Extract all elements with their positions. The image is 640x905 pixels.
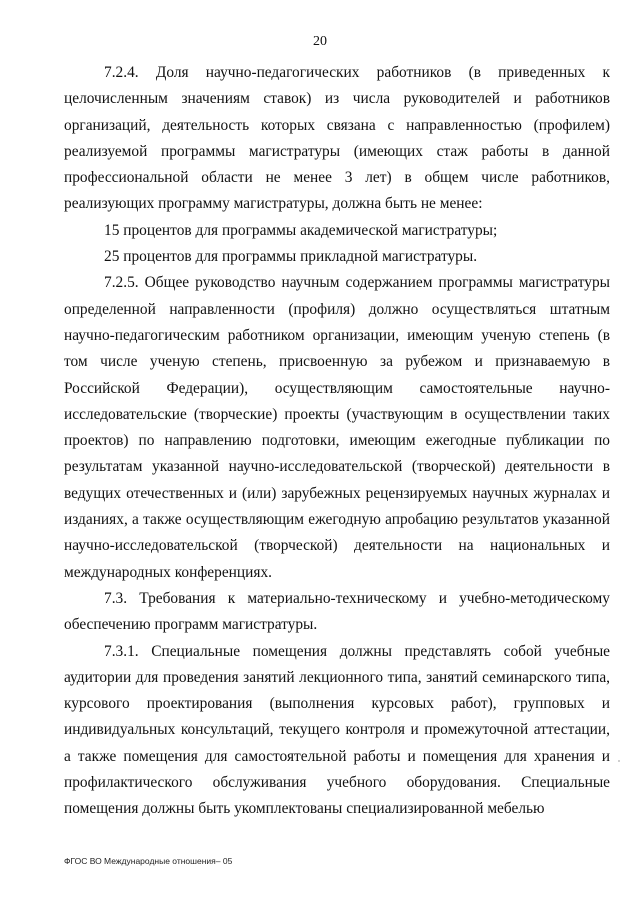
list-item-applied-magistracy: 25 процентов для программы прикладной магистратуры. [104, 248, 478, 266]
page-number: 20 [313, 34, 327, 49]
paragraph-7-3: 7.3. Требования к материально-техническому и учебно-методическому обеспечению программ магистратуры. [64, 589, 610, 634]
document-body [64, 60, 610, 823]
page-footer: ФГОС ВО Международные отношения– 05 [64, 856, 233, 866]
paragraph-7-3-1: 7.3.1. Специальные помещения должны представлять собой учебные аудитории для проведения занятий лекционного типа, занятий семинарского типа, курсового проектирования (выполнения курсовых работ), групповых и индивидуальных консультаций, текущего контроля и промежуточной аттестации, а также помещения для самостоятельной работы и помещения для хранения и профилактического обслуживания учебного оборудования. Специальные помещения должны быть укомплектованы специализированной мебелью [64, 642, 610, 818]
scan-artifact [618, 760, 620, 762]
paragraph-7-2-4: 7.2.4. Доля научно-педагогических работников (в приведенных к целочисленным значениям ставок) из числа руководителей и работников организаций, деятельность которых связана с направленностью (профилем) реализуемой программы магистратуры (имеющих стаж работы в данной профессиональной области не менее 3 лет) в общем числе работников, реализующих программу магистратуры, должна быть не менее: [64, 64, 610, 213]
list-item-academic-magistracy: 15 процентов для программы академической магистратуры; [104, 221, 498, 239]
paragraph-7-2-5: 7.2.5. Общее руководство научным содержанием программы магистратуры определенной направленности (профиля) должно осуществляться штатным научно-педагогическим работником организации, имеющим ученую степень (в том числе ученую степень, присвоенную за рубежом и признаваемую в Российской Федерации), осуществляющим самостоятельные научно-исследовательские (творческие) проекты (участвующим в осуществлении таких проектов) по направлению подготовки, имеющим ежегодные публикации по результатам указанной научно-исследовательской (творческой) деятельности в ведущих отечественных и (или) зарубежных рецензируемых научных журналах и изданиях, а также осуществляющим ежегодную апробацию результатов указанной научно-исследовательской (творческой) деятельности на национальных и международных конференциях. [64, 274, 610, 581]
